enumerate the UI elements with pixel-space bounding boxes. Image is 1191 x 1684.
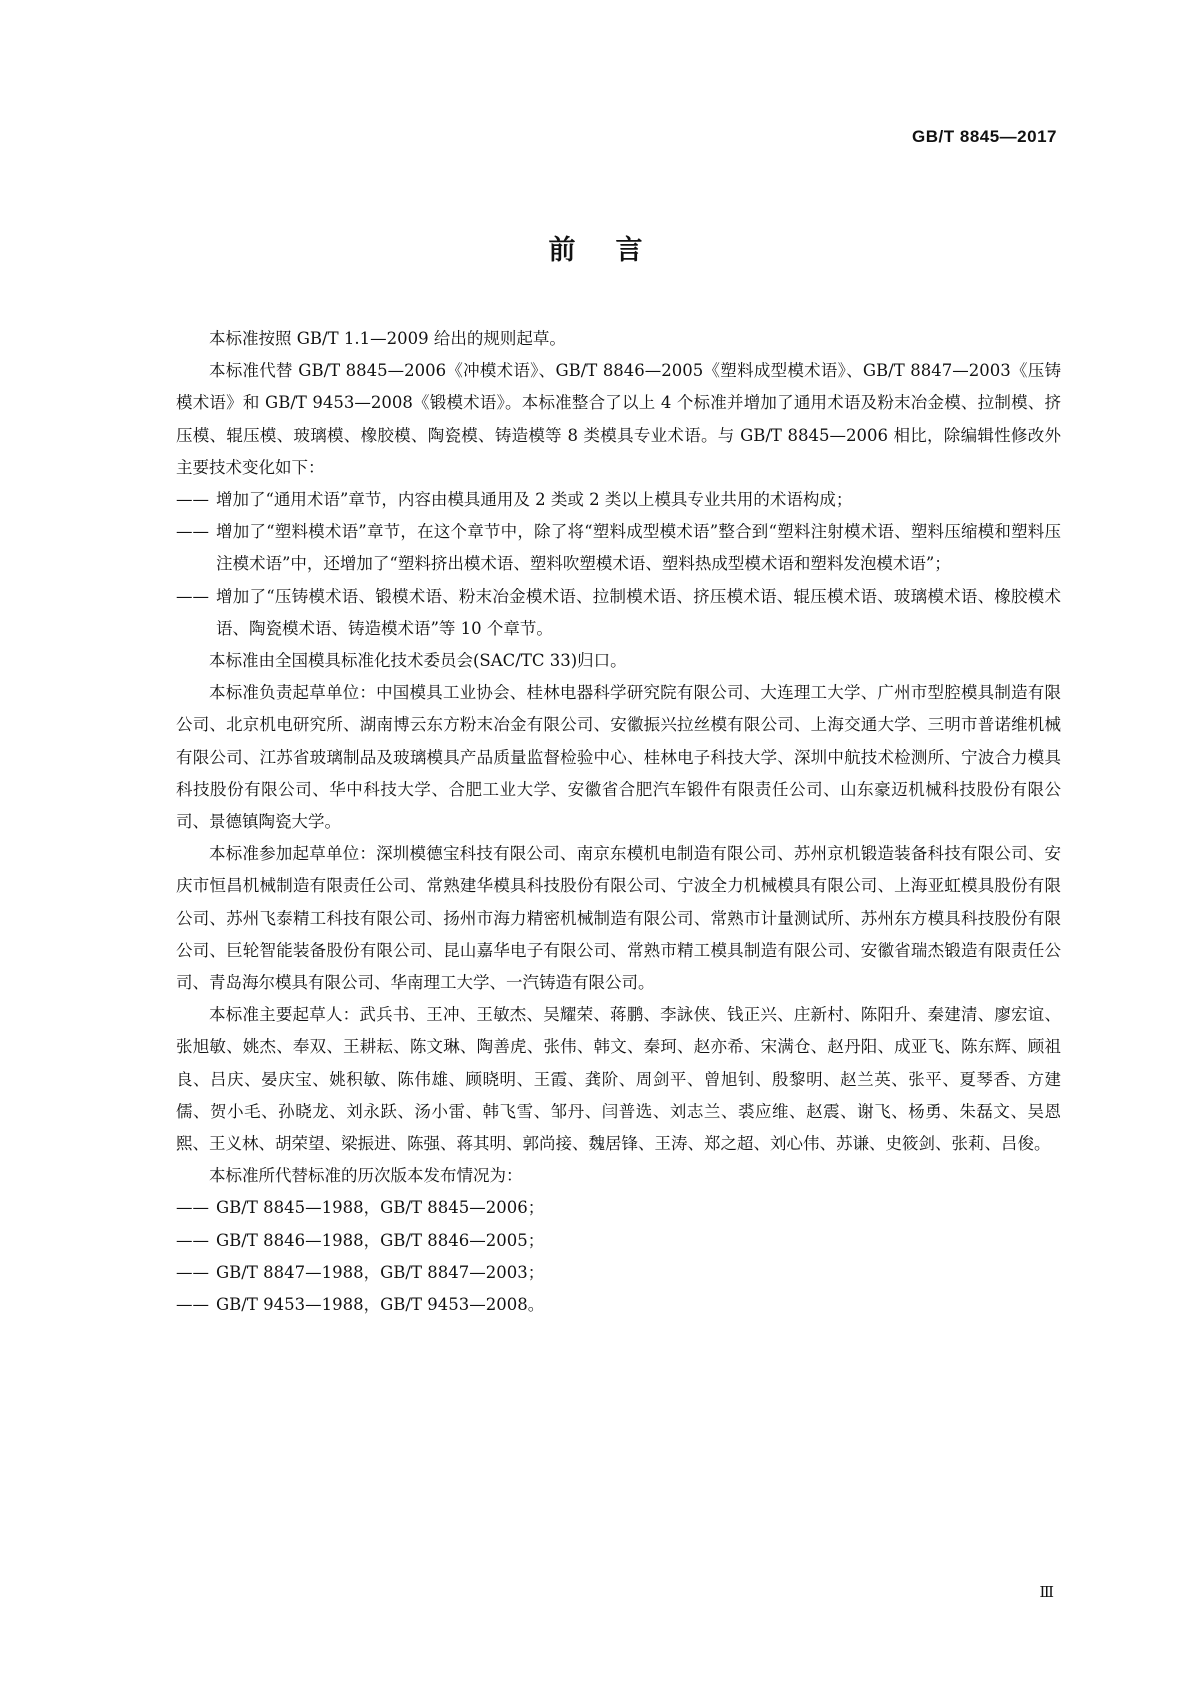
dash-marker: ——	[176, 1262, 209, 1282]
dash-marker: ——	[176, 1295, 209, 1315]
history-item-text: GB/T 8845—1988，GB/T 8845—2006；	[216, 1198, 545, 1218]
standard-number-header: GB/T 8845—2017	[912, 127, 1057, 146]
paragraph-committee: 本标准由全国模具标准化技术委员会(SAC/TC 33)归口。	[209, 651, 627, 671]
change-item	[176, 516, 1061, 580]
change-item	[176, 581, 1061, 645]
dash-marker: ——	[176, 490, 209, 510]
history-item-text: GB/T 9453—1988，GB/T 9453—2008。	[216, 1295, 545, 1315]
page-number: Ⅲ	[1039, 1583, 1054, 1601]
paragraph-replaces: 本标准代替 GB/T 8845—2006《冲模术语》、GB/T 8846—2005《塑料成型模术语》、GB/T 8847—2003《压铸模术语》和 GB/T 9453—2008《锻模术语》。本标准整合了以上 4 个标准并增加了通用术语及粉末冶金模、拉制模、挤压模、辊压模、玻璃模、橡胶模、陶瓷模、铸造模等 8 类模具专业术语。与 GB/T 8845—2006 相比，除编辑性修改外主要技术变化如下：	[176, 361, 1061, 477]
history-item	[176, 1289, 1061, 1321]
change-item	[176, 484, 1061, 516]
history-item	[176, 1257, 1061, 1289]
dash-marker: ——	[176, 522, 209, 542]
dash-marker: ——	[176, 1230, 209, 1250]
change-item-text: 增加了“通用术语”章节，内容由模具通用及 2 类或 2 类以上模具专业共用的术语构成；	[216, 490, 853, 510]
paragraph-history-intro: 本标准所代替标准的历次版本发布情况为：	[209, 1166, 523, 1186]
page-title: 前言	[548, 235, 683, 266]
dash-marker: ——	[176, 586, 209, 606]
paragraph-drafting-rules: 本标准按照 GB/T 1.1—2009 给出的规则起草。	[209, 329, 566, 348]
document-body	[176, 323, 1061, 1321]
history-item	[176, 1192, 1061, 1224]
history-item-text: GB/T 8847—1988，GB/T 8847—2003；	[216, 1262, 545, 1282]
history-item-text: GB/T 8846—1988，GB/T 8846—2005；	[216, 1230, 545, 1250]
change-item-text: 增加了“压铸模术语、锻模术语、粉末冶金模术语、拉制模术语、挤压模术语、辊压模术语、玻璃模术语、橡胶模术语、陶瓷模术语、铸造模术语”等 10 个章节。	[216, 586, 1061, 638]
paragraph-participating-units: 本标准参加起草单位：深圳模德宝科技有限公司、南京东模机电制造有限公司、苏州京机锻造装备科技有限公司、安庆市恒昌机械制造有限责任公司、常熟建华模具科技股份有限公司、宁波全力机械模具有限公司、上海亚虹模具股份有限公司、苏州飞泰精工科技有限公司、扬州市海力精密机械制造有限公司、常熟市计量测试所、苏州东方模具科技股份有限公司、巨轮智能装备股份有限公司、昆山嘉华电子有限公司、常熟市精工模具制造有限公司、安徽省瑞杰锻造有限责任公司、青岛海尔模具有限公司、华南理工大学、一汽铸造有限公司。	[176, 844, 1061, 993]
dash-marker: ——	[176, 1198, 209, 1218]
history-item	[176, 1225, 1061, 1257]
paragraph-responsible-units: 本标准负责起草单位：中国模具工业协会、桂林电器科学研究院有限公司、大连理工大学、广州市型腔模具制造有限公司、北京机电研究所、湖南博云东方粉末冶金有限公司、安徽振兴拉丝模有限公司、上海交通大学、三明市普诺维机械有限公司、江苏省玻璃制品及玻璃模具产品质量监督检验中心、桂林电子科技大学、深圳中航技术检测所、宁波合力模具科技股份有限公司、华中科技大学、合肥工业大学、安徽省合肥汽车锻件有限责任公司、山东豪迈机械科技股份有限公司、景德镇陶瓷大学。	[176, 683, 1061, 832]
paragraph-main-drafters: 本标准主要起草人：武兵书、王冲、王敏杰、吴耀荣、蒋鹏、李詠侠、钱正兴、庄新村、陈阳升、秦建清、廖宏谊、张旭敏、姚杰、奉双、王耕耘、陈文琳、陶善虎、张伟、韩文、秦珂、赵亦希、宋满仓、赵丹阳、成亚飞、陈东辉、顾祖良、吕庆、晏庆宝、姚积敏、陈伟雄、顾晓明、王霞、龚阶、周剑平、曾旭钊、殷黎明、赵兰英、张平、夏琴香、方建儒、贺小毛、孙晓龙、刘永跃、汤小雷、韩飞雪、邹丹、闫普选、刘志兰、裘应维、赵震、谢飞、杨勇、朱磊文、吴恩熙、王义林、胡荣望、梁振进、陈强、蒋其明、郭尚接、魏居锋、王涛、郑之超、刘心伟、苏谦、史筱剑、张莉、吕俊。	[176, 1005, 1061, 1154]
change-item-text: 增加了“塑料模术语”章节，在这个章节中，除了将“塑料成型模术语”整合到“塑料注射模术语、塑料压缩模和塑料压注模术语”中，还增加了“塑料挤出模术语、塑料吹塑模术语、塑料热成型模术语和塑料发泡模术语”；	[216, 522, 1061, 574]
